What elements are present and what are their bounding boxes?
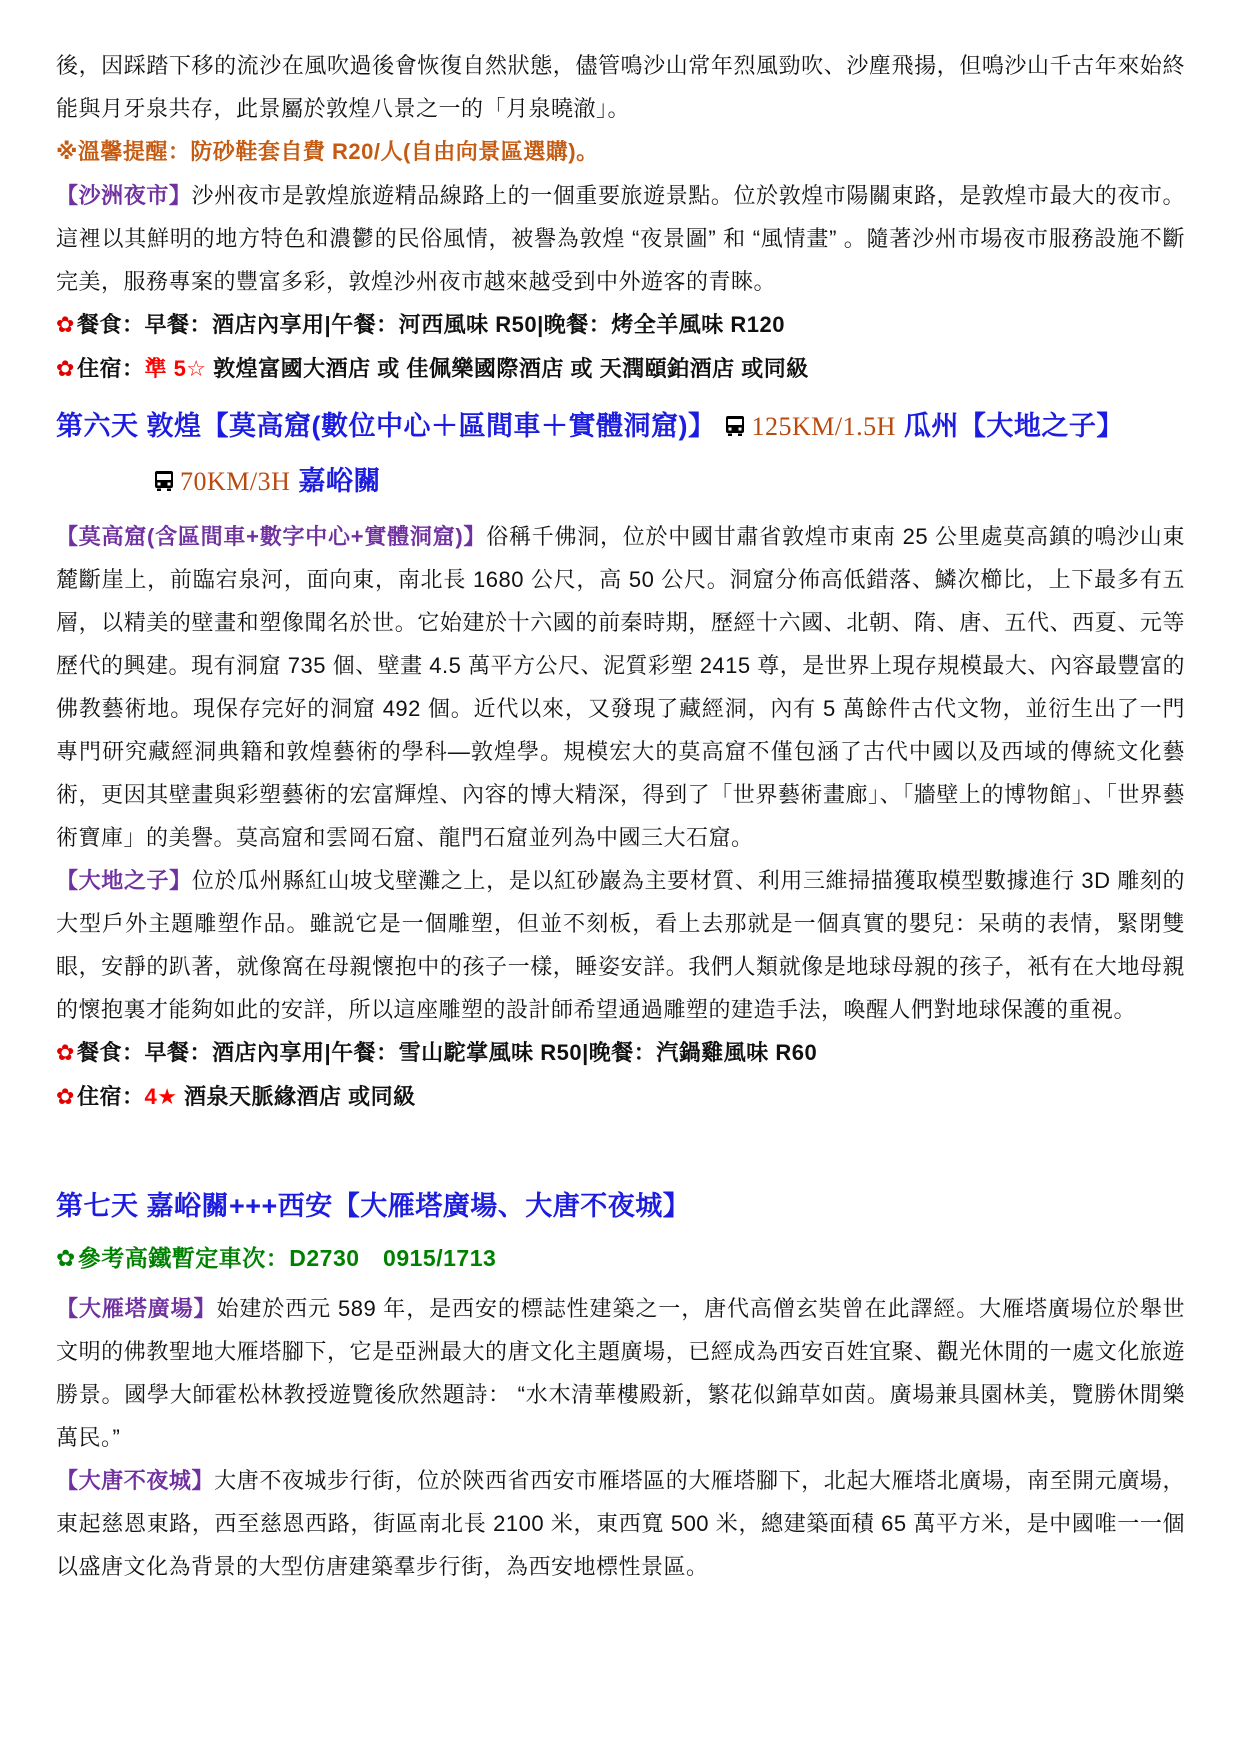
day6-distance-1: 125KM/1.5H bbox=[751, 412, 896, 441]
day5-hotel-line bbox=[56, 347, 1185, 391]
hotel-grade: 準 5☆ bbox=[144, 356, 207, 381]
wild-goose-paragraph bbox=[56, 1287, 1185, 1459]
earth-son-title: 【大地之子】 bbox=[56, 868, 192, 893]
meals-text: 早餐：酒店內享用|午餐：河西風味 R50|晚餐：烤全羊風味 R120 bbox=[144, 312, 785, 337]
hotel-label: 住宿： bbox=[76, 356, 145, 381]
flower-icon: ✿ bbox=[56, 312, 75, 337]
meals-label: 餐食： bbox=[76, 312, 145, 337]
shazhou-paragraph bbox=[56, 174, 1185, 303]
datang-paragraph bbox=[56, 1459, 1185, 1588]
day7-train-line bbox=[56, 1235, 1185, 1281]
meals-text: 早餐：酒店內享用|午餐：雪山駝掌風味 R50|晚餐：汽鍋雞風味 R60 bbox=[144, 1040, 818, 1065]
day6-header-jiayuguan: 嘉峪關 bbox=[298, 466, 381, 496]
intro-paragraph bbox=[56, 44, 1185, 130]
day6-header-route: 第六天 敦煌【莫高窟(數位中心＋區間車＋實體洞窟)】 bbox=[56, 411, 716, 441]
wild-goose-title: 【大雁塔廣場】 bbox=[56, 1296, 217, 1321]
day6-hotel-line bbox=[56, 1075, 1185, 1119]
datang-title: 【大唐不夜城】 bbox=[56, 1468, 215, 1493]
mogao-body: 俗稱千佛洞，位於中國甘肅省敦煌市東南 25 公里處莫高鎮的鳴沙山東麓斷崖上，前臨宕泉河，面向東，南北長 1680 公尺，高 50 公尺。洞窟分佈高低錯落、鱗次櫛比，上下最多有五層，以精美的壁畫和塑像聞名於世。它始建於十六國的前秦時期，歷經十六國、北朝、隋、唐、五代、西夏、元等歷代的興建。現有洞窟 735 個、壁畫 4.5 萬平方公尺、泥質彩塑 2415 尊，是世界上現存規模最大、內容最豐富的佛教藝術地。現保存完好的洞窟 492 個。近代以來，又發現了藏經洞，內有 5 萬餘件古代文物，並衍生出了一門專門研究藏經洞典籍和敦煌藝術的學科—敦煌學。規模宏大的莫高窟不僅包涵了古代中國以及西域的傳統文化藝術，更因其壁畫與彩塑藝術的宏富輝煌、內容的博大精深，得到了「世界藝術畫廊」、「牆壁上的博物館」、「世界藝術寶庫」的美譽。莫高窟和雲岡石窟、龍門石窟並列為中國三大石窟。 bbox=[56, 524, 1185, 850]
day6-header bbox=[56, 403, 1185, 452]
wild-goose-body: 始建於西元 589 年，是西安的標誌性建築之一，唐代高僧玄奘曾在此譯經。大雁塔廣場位於舉世文明的佛教聖地大雁塔腳下，它是亞洲最大的唐文化主題廣場，已經成為西安百姓宜聚、觀光休閒的一處文化旅遊勝景。國學大師霍松林教授遊覽後欣然題詩： “水木清華樓殿新，繁花似錦草如茵。廣場兼具園林美，覽勝休閒樂萬民。” bbox=[56, 1296, 1185, 1450]
flower-icon: ✿ bbox=[56, 356, 75, 381]
day7-header bbox=[56, 1183, 1185, 1229]
flower-icon: ✿ bbox=[56, 1040, 75, 1065]
bus-icon bbox=[152, 461, 176, 507]
shazhou-title: 【沙洲夜市】 bbox=[56, 183, 192, 208]
flower-icon: ✿ bbox=[56, 1245, 76, 1271]
day5-meals-line bbox=[56, 303, 1185, 347]
shazhou-body: 沙州夜市是敦煌旅遊精品線路上的一個重要旅遊景點。位於敦煌市陽關東路，是敦煌市最大的夜市。 這裡以其鮮明的地方特色和濃鬱的民俗風情，被譽為敦煌 “夜景圖” 和 “風情畫” 。隨著沙州市場夜市服務設施不斷完美，服務專案的豐富多彩，敦煌沙州夜市越來越受到中外遊客的青睞。 bbox=[56, 183, 1185, 294]
hotel-grade: 4★ bbox=[144, 1084, 178, 1109]
bus-icon bbox=[723, 406, 747, 452]
train-text: 參考高鐵暫定車次：D2730 0915/1713 bbox=[77, 1245, 497, 1271]
day6-meals-line bbox=[56, 1031, 1185, 1075]
intro-text: 後，因踩踏下移的流沙在風吹過後會恢復自然狀態，儘管鳴沙山常年烈風勁吹、沙塵飛揚，但鳴沙山千古年來始終能與月牙泉共存，此景屬於敦煌八景之一的「月泉曉澈」。 bbox=[56, 53, 1185, 121]
hotel-text: 敦煌富國大酒店 或 佳佩樂國際酒店 或 天潤頤鉑酒店 或同級 bbox=[206, 356, 809, 381]
section-spacer bbox=[56, 1119, 1185, 1183]
day6-distance-2: 70KM/3H bbox=[180, 467, 291, 496]
mogao-paragraph bbox=[56, 515, 1185, 859]
day6-header-line2 bbox=[152, 458, 1185, 507]
earth-son-paragraph bbox=[56, 859, 1185, 1031]
flower-icon: ✿ bbox=[56, 1084, 75, 1109]
day6-header-destination: 瓜州【大地之子】 bbox=[895, 411, 1124, 441]
datang-body: 大唐不夜城步行街，位於陝西省西安市雁塔區的大雁塔腳下，北起大雁塔北廣場，南至開元廣場，東起慈恩東路，西至慈恩西路，街區南北長 2100 米，東西寬 500 米，總建築面積 65 萬平方米，是中國唯一一個以盛唐文化為背景的大型仿唐建築羣步行街，為西安地標性景區。 bbox=[56, 1468, 1185, 1579]
reminder-text: ※溫馨提醒：防砂鞋套自費 R20/人(自由向景區選購)。 bbox=[56, 139, 599, 164]
day7-header-route: 第七天 嘉峪關+++西安【大雁塔廣場、大唐不夜城】 bbox=[56, 1191, 691, 1221]
mogao-title: 【莫高窟(含區間車+數字中心+實體洞窟)】 bbox=[56, 524, 487, 549]
meals-label: 餐食： bbox=[76, 1040, 145, 1065]
hotel-label: 住宿： bbox=[76, 1084, 145, 1109]
reminder-line bbox=[56, 130, 1185, 174]
hotel-text: 酒泉天脈緣酒店 或同級 bbox=[177, 1084, 416, 1109]
earth-son-body: 位於瓜州縣紅山坡戈壁灘之上，是以紅砂巖為主要材質、利用三維掃描獲取模型數據進行 3D 雕刻的大型戶外主題雕塑作品。雖説它是一個雕塑，但並不刻板，看上去那就是一個真實的嬰兒：呆萌的表情，緊閉雙眼，安靜的趴著，就像窩在母親懷抱中的孩子一樣，睡姿安詳。我們人類就像是地球母親的孩子，衹有在大地母親的懷抱裏才能夠如此的安詳，所以這座雕塑的設計師希望通過雕塑的建造手法，喚醒人們對地球保護的重視。 bbox=[56, 868, 1185, 1022]
